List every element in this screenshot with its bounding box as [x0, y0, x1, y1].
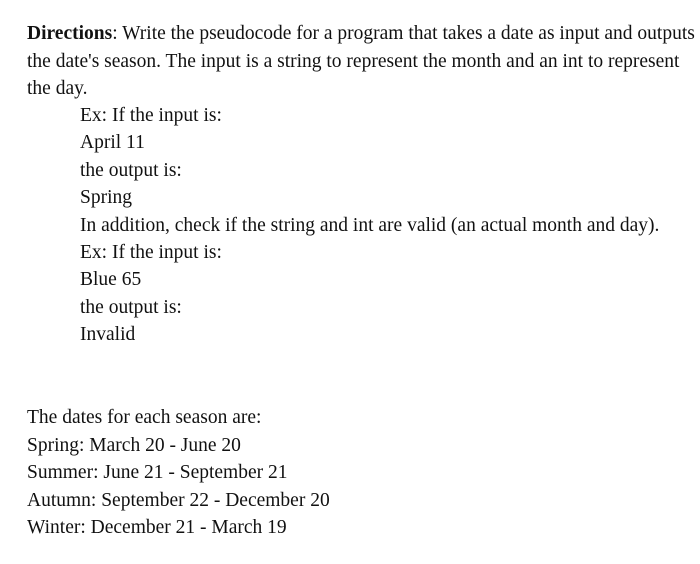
seasons-block: [27, 404, 667, 542]
season-summer: Summer: June 21 - September 21: [27, 462, 288, 484]
example-block: [80, 102, 680, 349]
season-winter: Winter: December 21 - March 19: [27, 517, 287, 539]
season-autumn: Autumn: September 22 - December 20: [27, 489, 330, 511]
example-1-prompt: Ex: If the input is:: [80, 105, 222, 126]
directions-text: : Write the pseudocode for a program that takes a date as input and outputs the date's season. The input is a string to represent the month and an int to represent the day.: [27, 23, 695, 99]
example-2-input: Blue 65: [80, 269, 142, 291]
example-1-input: April 11: [80, 132, 145, 154]
seasons-heading: The dates for each season are:: [27, 407, 262, 428]
directions-label: Directions: [27, 23, 113, 44]
validation-note: In addition, check if the string and int are valid (an actual month and day).: [80, 214, 660, 236]
example-2-prompt: Ex: If the input is:: [80, 242, 222, 264]
directions-paragraph: [27, 20, 695, 103]
example-1-output: Spring: [80, 187, 133, 209]
example-1-output-label: the output is:: [80, 159, 182, 181]
season-spring: Spring: March 20 - June 20: [27, 434, 241, 456]
example-2-output: Invalid: [80, 324, 136, 346]
example-2-output-label: the output is:: [80, 296, 182, 318]
